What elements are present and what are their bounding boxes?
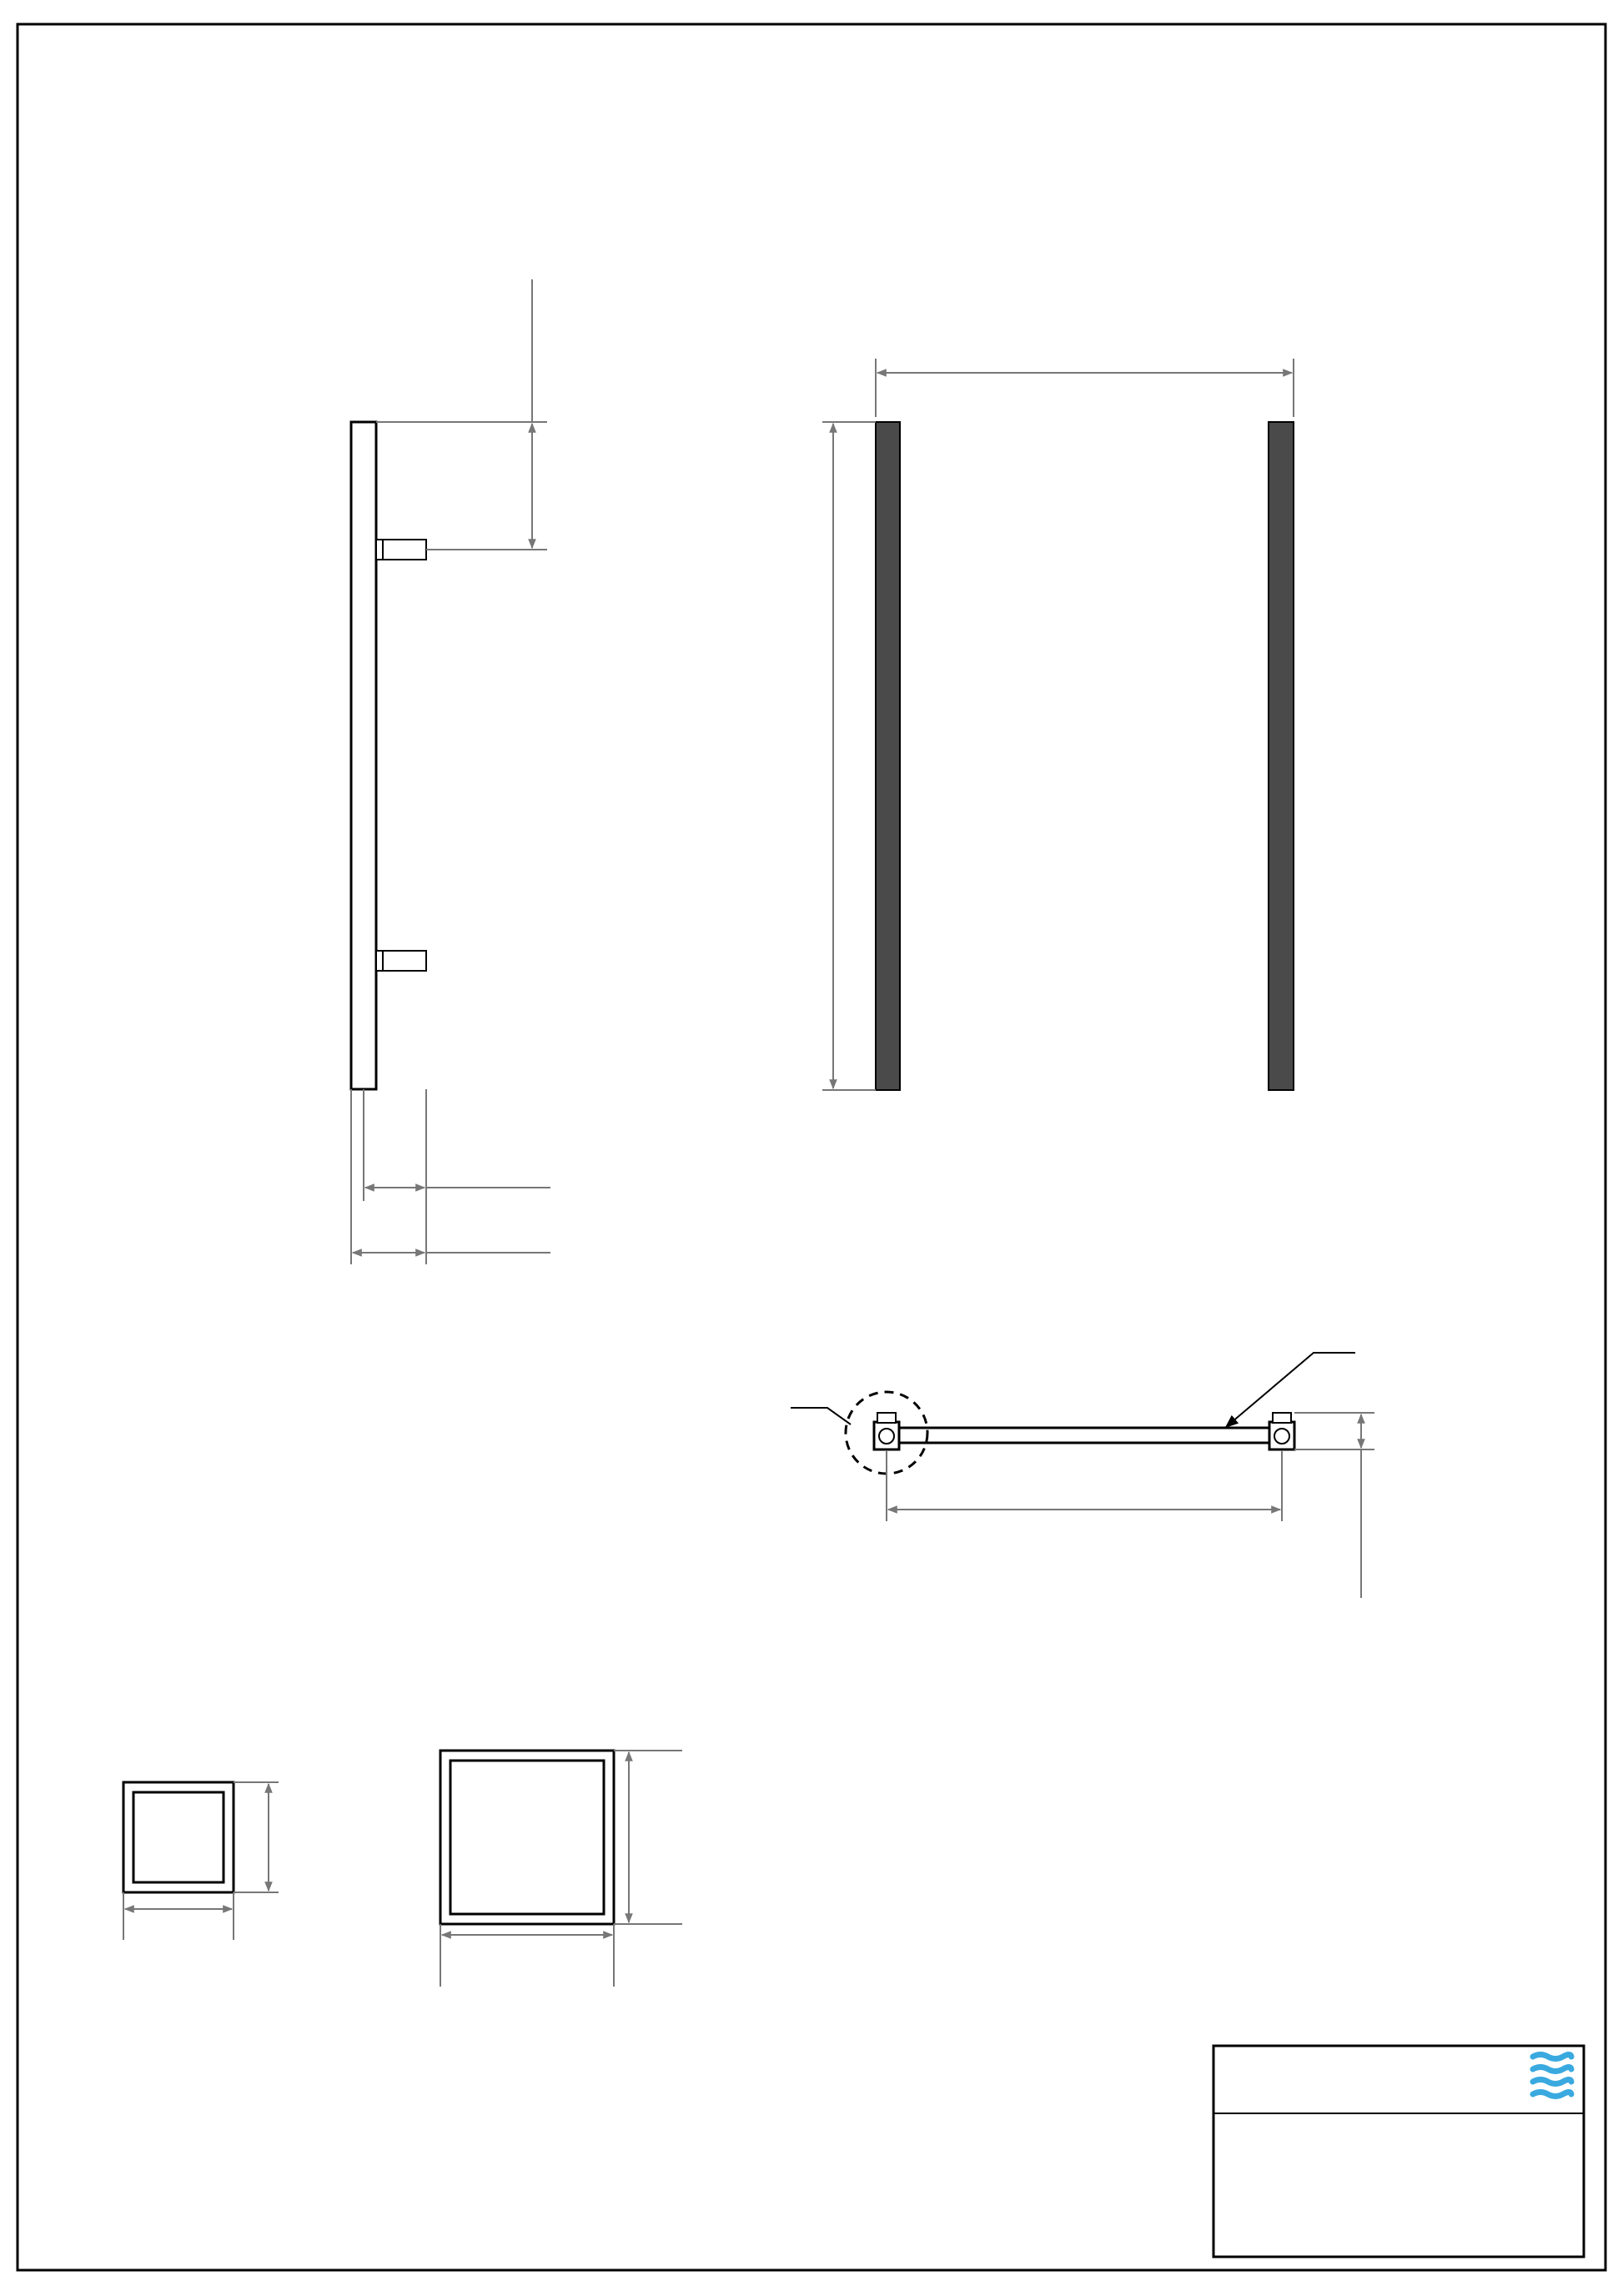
side-upright bbox=[351, 422, 376, 1089]
section-b bbox=[440, 1751, 682, 1987]
page-border bbox=[18, 24, 1605, 2270]
section-a bbox=[123, 1782, 279, 1940]
plan-rail bbox=[891, 1428, 1273, 1443]
plan-view bbox=[791, 1353, 1374, 1598]
brand-box bbox=[1213, 2046, 1584, 2257]
front-upright-left bbox=[876, 422, 900, 1090]
front-view bbox=[822, 359, 1294, 1090]
front-upright-right bbox=[1269, 422, 1294, 1090]
side-view bbox=[351, 279, 550, 1264]
